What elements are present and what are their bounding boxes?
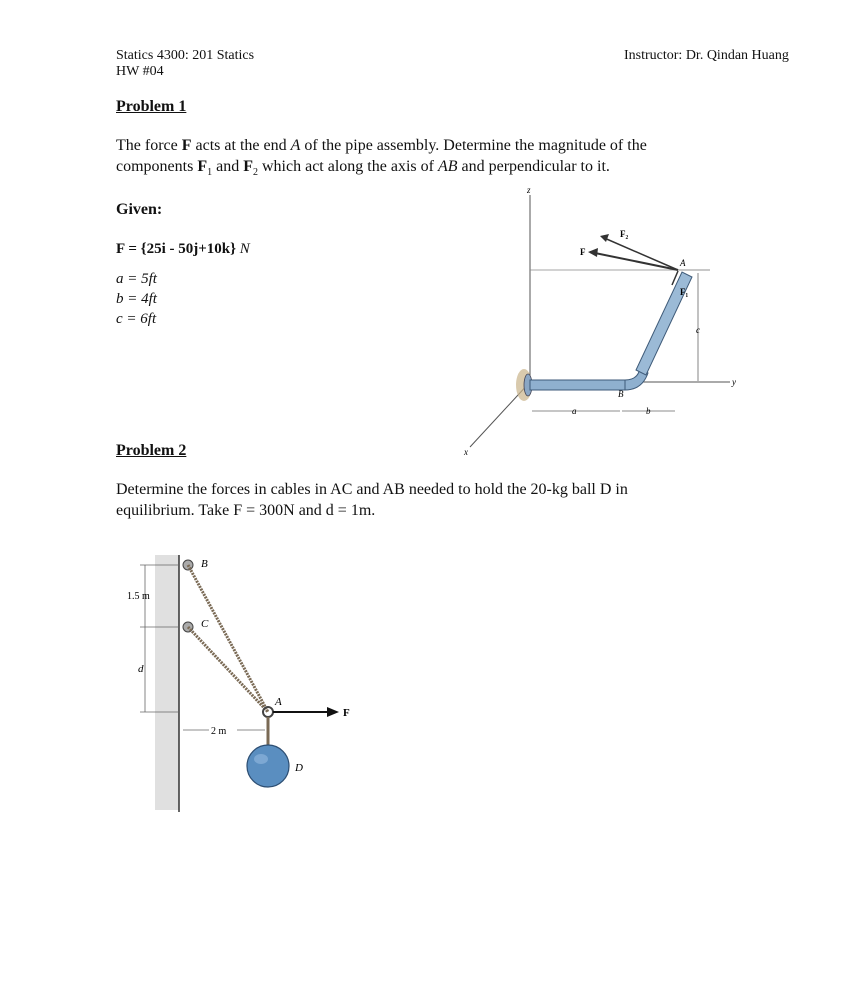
problem1-title: Problem 1 bbox=[116, 98, 187, 115]
height-label: 1.5 m bbox=[127, 591, 150, 602]
force-f2-label: F₂ bbox=[620, 229, 629, 239]
given-label: Given: bbox=[116, 201, 163, 218]
hw-number: HW #04 bbox=[116, 64, 164, 79]
text: The force bbox=[116, 137, 182, 154]
ball-highlight bbox=[254, 754, 268, 764]
problem2-statement bbox=[116, 479, 756, 521]
force-f-arrowhead bbox=[327, 707, 339, 717]
point-a-label: A bbox=[680, 258, 686, 268]
text: which act along the axis of bbox=[258, 158, 438, 175]
force-f-label: F bbox=[580, 247, 586, 257]
force-f2-arrow bbox=[602, 237, 678, 270]
text: and bbox=[212, 158, 244, 175]
text: of the pipe assembly. Determine the magnitude of the bbox=[300, 137, 647, 154]
problem2-line1: Determine the forces in cables in AC and AB needed to hold the 20-kg ball D in bbox=[116, 481, 628, 498]
c-label: c bbox=[696, 325, 700, 335]
instructor-name: Instructor: Dr. Qindan Huang bbox=[624, 48, 789, 63]
problem1-line1 bbox=[116, 135, 756, 156]
pipe-horizontal bbox=[530, 380, 625, 390]
force-f2-arrowhead bbox=[600, 234, 609, 242]
problem2-line2: equilibrium. Take F = 300N and d = 1m. bbox=[116, 502, 376, 519]
force-symbol-f1: F bbox=[197, 158, 208, 175]
d-label: d bbox=[138, 663, 144, 675]
force-f1-label: F₁ bbox=[680, 287, 689, 297]
force-symbol-f2: F bbox=[243, 158, 253, 175]
problem1-statement bbox=[116, 135, 756, 183]
width-label: 2 m bbox=[211, 726, 227, 737]
y-axis-label: y bbox=[732, 377, 736, 387]
z-axis-label: z bbox=[527, 185, 531, 195]
x-axis-label: x bbox=[464, 447, 468, 457]
ball-cable-figure bbox=[115, 540, 365, 820]
force-vector: F = {25i - 50j+10k} bbox=[116, 241, 240, 257]
course-title: Statics 4300: 201 Statics bbox=[116, 48, 255, 63]
text: components bbox=[116, 158, 198, 175]
force-f-arrow bbox=[590, 252, 678, 270]
point-a-label: A bbox=[275, 696, 282, 708]
point-b-label: B bbox=[618, 389, 624, 399]
text: and perpendicular to it. bbox=[457, 158, 610, 175]
given-c: c = 6ft bbox=[116, 311, 157, 327]
force-equation bbox=[116, 239, 250, 259]
force-unit: N bbox=[239, 241, 250, 257]
force-f-label: F bbox=[343, 707, 350, 719]
force-f-arrowhead bbox=[588, 248, 598, 257]
point-b-label: B bbox=[201, 558, 208, 570]
problem2-title: Problem 2 bbox=[116, 442, 187, 459]
segment-symbol: AB bbox=[437, 158, 458, 175]
a-label: a bbox=[572, 406, 577, 416]
point-c-label: C bbox=[201, 618, 209, 630]
given-a: a = 5ft bbox=[116, 271, 157, 287]
wall bbox=[155, 555, 179, 810]
problem1-line2: components $F_1$ and $F_2$ which act along the axis of AB and perpendicular to it. bbox=[116, 158, 610, 179]
b-label: b bbox=[646, 406, 651, 416]
given-b: b = 4ft bbox=[116, 291, 157, 307]
text: acts at the end bbox=[191, 137, 291, 154]
point-symbol: A bbox=[290, 137, 301, 154]
ball-d bbox=[247, 745, 289, 787]
point-d-label: D bbox=[295, 762, 303, 774]
pipe-assembly-figure bbox=[460, 185, 750, 465]
force-symbol: F bbox=[181, 137, 192, 154]
